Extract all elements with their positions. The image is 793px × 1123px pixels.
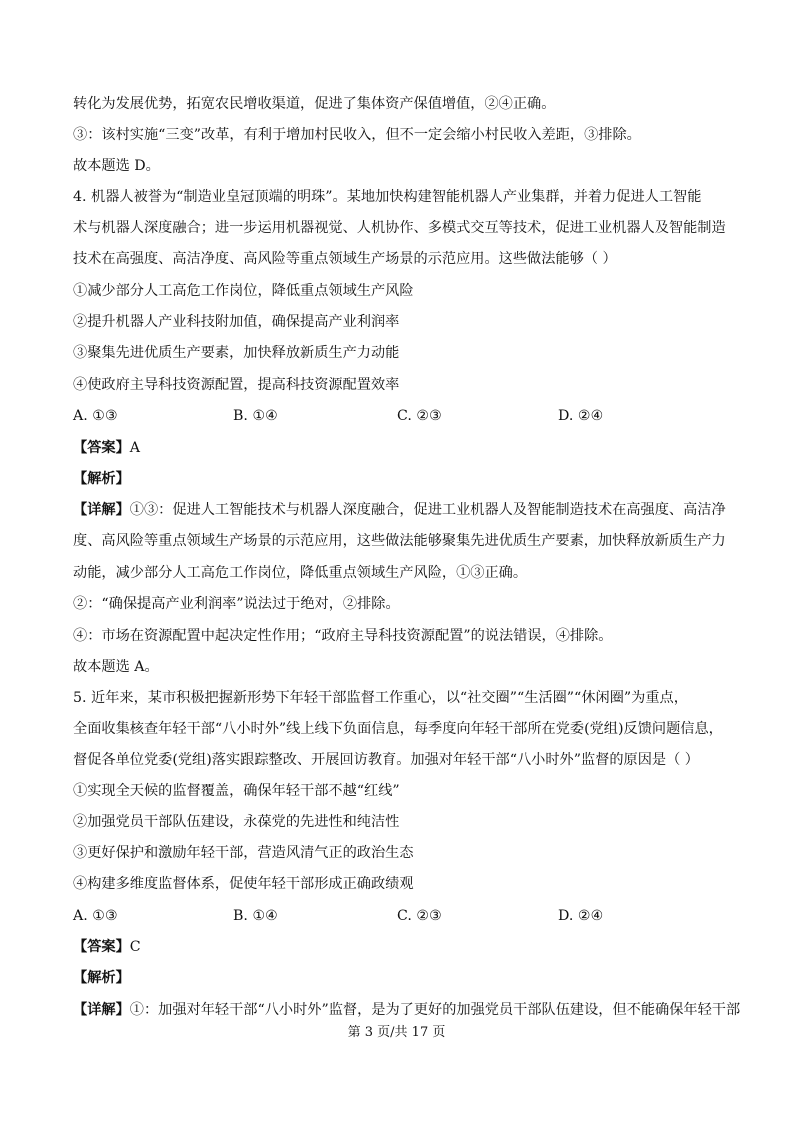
- q4-statement-3: ③聚集先进优质生产要素，加快释放新质生产力动能: [73, 345, 400, 361]
- q4-option-a: A. ①③: [73, 408, 118, 424]
- q4-option-b: B. ①④: [233, 408, 278, 424]
- detail-text: ①③：促进人工智能技术与机器人深度融合，促进工业机器人及智能制造技术在高强度、高洁净: [129, 502, 726, 518]
- q3-analysis-line: 转化为发展优势，拓宽农民增收渠道，促进了集体资产保值增值，②④正确。: [73, 96, 556, 112]
- q4-stem-line: 技术在高强度、高洁净度、高风险等重点领域生产场景的示范应用。这些做法能够（ ）: [73, 251, 617, 267]
- q5-statement-2: ②加强党员干部队伍建设，永葆党的先进性和纯洁性: [73, 814, 400, 830]
- detail-tag: 【详解】: [73, 502, 130, 518]
- q5-statement-4: ④构建多维度监督体系，促使年轻干部形成正确政绩观: [73, 876, 414, 892]
- answer-value: A: [129, 440, 141, 456]
- q3-conclusion: 故本题选 D。: [73, 158, 160, 174]
- q4-option-c: C. ②③: [397, 408, 442, 424]
- q5-option-a: A. ①③: [73, 908, 118, 924]
- q5-answer: [73, 937, 141, 957]
- q5-option-d: D. ②④: [558, 908, 604, 924]
- q4-detail-line: 动能，减少部分人工高危工作岗位，降低重点领域生产风险，①③正确。: [73, 565, 528, 581]
- q5-option-c: C. ②③: [397, 908, 442, 924]
- q5-stem-line: 5. 近年来，某市积极把握新形势下年轻干部监督工作重心，以“社交圈”“生活圈”“休闲圈”为重点，: [73, 690, 688, 706]
- q4-detail-line: 度、高风险等重点领域生产场景的示范应用，这些做法能够聚集先进优质生产要素，加快释放新质生产力: [73, 533, 726, 549]
- q5-option-b: B. ①④: [233, 908, 278, 924]
- q4-detail-line: ④：市场在资源配置中起决定性作用；“政府主导科技资源配置”的说法错误，④排除。: [73, 628, 613, 644]
- q5-stem-line: 全面收集核查年轻干部“八小时外”线上线下负面信息，每季度向年轻干部所在党委(党组)反馈问题信息，: [73, 721, 723, 737]
- q4-statement-4: ④使政府主导科技资源配置，提高科技资源配置效率: [73, 377, 400, 393]
- q4-stem-line: 术与机器人深度融合；进一步运用机器视觉、人机协作、多模式交互等技术，促进工业机器人及智能制造: [73, 220, 726, 236]
- q5-detail-line: [73, 1000, 740, 1020]
- q4-conclusion: 故本题选 A。: [73, 659, 159, 675]
- detail-tag: 【详解】: [73, 1002, 130, 1018]
- q4-statement-1: ①减少部分人工高危工作岗位，降低重点领域生产风险: [73, 283, 414, 299]
- q5-stem-line: 督促各单位党委(党组)落实跟踪整改、开展回访教育。加强对年轻干部“八小时外”监督的原因是（ ）: [73, 752, 699, 768]
- answer-value: C: [129, 939, 141, 955]
- q4-options: [73, 406, 723, 426]
- answer-tag: 【答案】: [73, 440, 130, 456]
- q4-detail-line: [73, 500, 726, 520]
- q5-statement-3: ③更好保护和激励年轻干部，营造风清气正的政治生态: [73, 845, 414, 861]
- q5-statement-1: ①实现全天候的监督覆盖，确保年轻干部不越“红线”: [73, 783, 400, 799]
- q4-detail-line: ②：“确保提高产业利润率”说法过于绝对，②排除。: [73, 596, 400, 612]
- q4-answer: [73, 438, 140, 458]
- q4-option-d: D. ②④: [558, 408, 604, 424]
- q5-options: [73, 906, 723, 926]
- detail-text: ①：加强对年轻干部“八小时外”监督，是为了更好的加强党员干部队伍建设，但不能确保年轻干部: [129, 1002, 741, 1018]
- q4-analysis-tag: 【解析】: [73, 471, 130, 487]
- q3-analysis-line: ③：该村实施“三变”改革，有利于增加村民收入，但不一定会缩小村民收入差距，③排除。: [73, 127, 641, 143]
- q4-statement-2: ②提升机器人产业科技附加值，确保提高产业利润率: [73, 314, 400, 330]
- q4-stem-line: 4. 机器人被誉为“制造业皇冠顶端的明珠”。某地加快构建智能机器人产业集群，并着力促进人工智能: [73, 189, 702, 205]
- answer-tag: 【答案】: [73, 939, 130, 955]
- page-footer: 第 3 页/共 17 页: [347, 1025, 446, 1040]
- q5-analysis-tag: 【解析】: [73, 970, 130, 986]
